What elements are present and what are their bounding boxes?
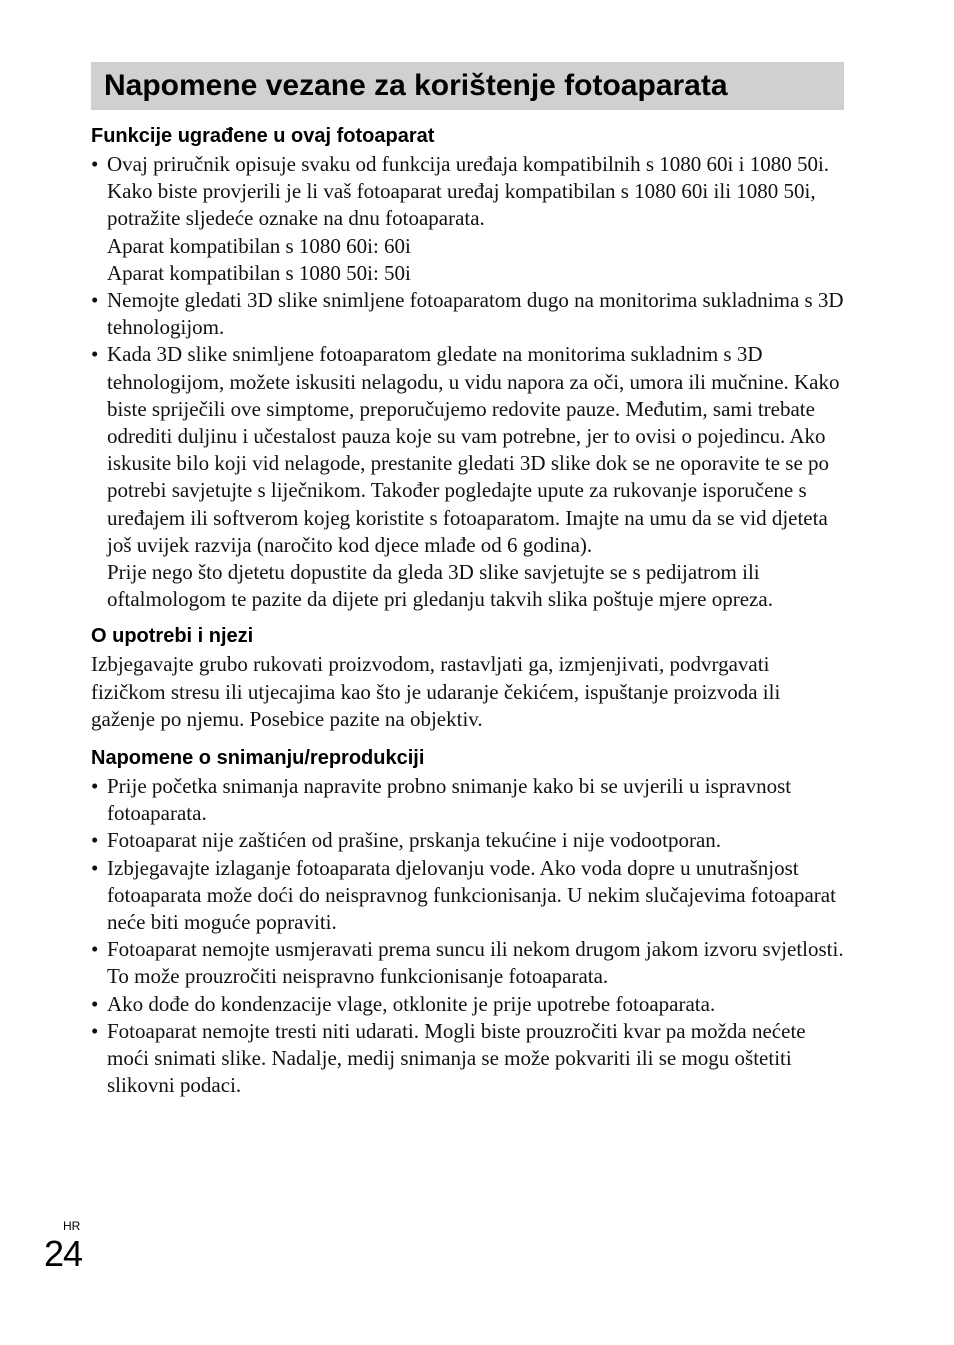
paragraph: Prije nego što djetetu dopustite da gleda 3D slike savjetujte se s pedijatrom ili oftalmologom te pazite da dijete pri gledanju takvih slika poštuje mjere opreza. (107, 560, 773, 612)
care-paragraph: Izbjegavajte grubo rukovati proizvodom, rastavljati ga, izmjenjivati, podvrgavati fizičkom stresu ili utjecajima kao što je udaranje čekićem, ispuštanje proizvoda ili gaženje po njemu. Posebice pazite na objektiv. (91, 652, 781, 731)
bullet-icon: • (91, 342, 99, 367)
paragraph: Izbjegavajte izlaganje fotoaparata djelovanju vode. Ako voda dopre u unutrašnjost fotoaparata može doći do neispravnog funkcionisanja. U nekim slučajevima fotoaparat neće biti moguće popraviti. (107, 855, 836, 935)
bullet-icon: • (91, 937, 99, 962)
page-title-bar (91, 62, 844, 110)
bullet-icon: • (91, 1018, 99, 1043)
bullet-icon: • (91, 288, 99, 313)
functions-bullet-list (91, 151, 846, 613)
page-number: 24 (44, 1233, 83, 1274)
list-item (91, 151, 846, 287)
paragraph: Fotoaparat nemojte usmjeravati prema suncu ili nekom drugom jakom izvoru svjetlosti. To može prouzročiti neispravno funkcionisanje fotoaparata. (107, 937, 844, 989)
list-item (91, 1018, 846, 1100)
bullet-icon: • (91, 991, 99, 1016)
recording-bullet-list (91, 773, 846, 1099)
section-heading-care: O upotrebi i njezi (91, 625, 254, 648)
list-item (91, 936, 846, 990)
list-item (91, 827, 846, 854)
bullet-icon: • (91, 152, 99, 176)
paragraph: Kako biste provjerili je li vaš fotoaparat uređaj kompatibilan s 1080 60i ili 1080 50i, potražite sljedeće oznake na dnu fotoaparata. (107, 179, 816, 231)
paragraph: Aparat kompatibilan s 1080 50i: 50i (107, 260, 411, 285)
paragraph: Fotoaparat nije zaštićen od prašine, prskanja tekućine i nije vodootporan. (107, 828, 722, 853)
list-item (91, 341, 846, 613)
paragraph: Kada 3D slike snimljene fotoaparatom gledate na monitorima sukladnim s 3D tehnologijom, možete iskusiti nelagodu, u vidu napora za oči, umora ili mučnine. Kako biste spriječili ove simptome, preporučujemo redovite pauze. Međutim, sami trebate odrediti duljinu i učestalost pauza koje su vam potrebne, jer to ovisi o pojedincu. Ako iskusite bilo koji vid nelagode, prestanite gledati 3D slike dok se ne oporavite te se po potrebi savjetujte s liječnikom. Također pogledajte upute za rukovanje isporučene s uređajem ili softverom kojeg koristite s fotoaparatom. Imajte na umu da se vid djeteta još uvijek razvija (naročito kod djece mlađe od 6 godina). (107, 342, 840, 557)
list-item (91, 991, 846, 1018)
bullet-icon: • (91, 828, 99, 853)
paragraph: Fotoaparat nemojte tresti niti udarati. Mogli biste prouzročiti kvar pa možda nećete moći snimati slike. Nadalje, medij snimanja se može pokvariti ili se mogu oštetiti slikovni podaci. (107, 1018, 806, 1098)
paragraph: Ovaj priručnik opisuje svaku od funkcija uređaja kompatibilnih s 1080 60i i 1080 50i. (107, 152, 830, 176)
bullet-icon: • (91, 774, 99, 799)
section-heading-functions: Funkcije ugrađene u ovaj fotoaparat (91, 125, 435, 147)
paragraph: Aparat kompatibilan s 1080 60i: 60i (107, 233, 411, 258)
paragraph: Nemojte gledati 3D slike snimljene fotoaparatom dugo na monitorima sukladnima s 3D tehnologijom. (107, 288, 844, 340)
page-title: Napomene vezane za korištenje fotoaparata (104, 69, 728, 102)
paragraph: Prije početka snimanja napravite probno snimanje kako bi se uvjerili u ispravnost fotoaparata. (107, 774, 792, 826)
bullet-icon: • (91, 855, 99, 880)
list-item (91, 773, 846, 827)
language-code: HR (63, 1219, 81, 1233)
page-content (91, 121, 846, 1100)
list-item (91, 287, 846, 341)
section-heading-recording: Napomene o snimanju/reprodukciji (91, 747, 425, 770)
list-item (91, 855, 846, 937)
paragraph: Ako dođe do kondenzacije vlage, otklonite je prije upotrebe fotoaparata. (107, 991, 716, 1016)
